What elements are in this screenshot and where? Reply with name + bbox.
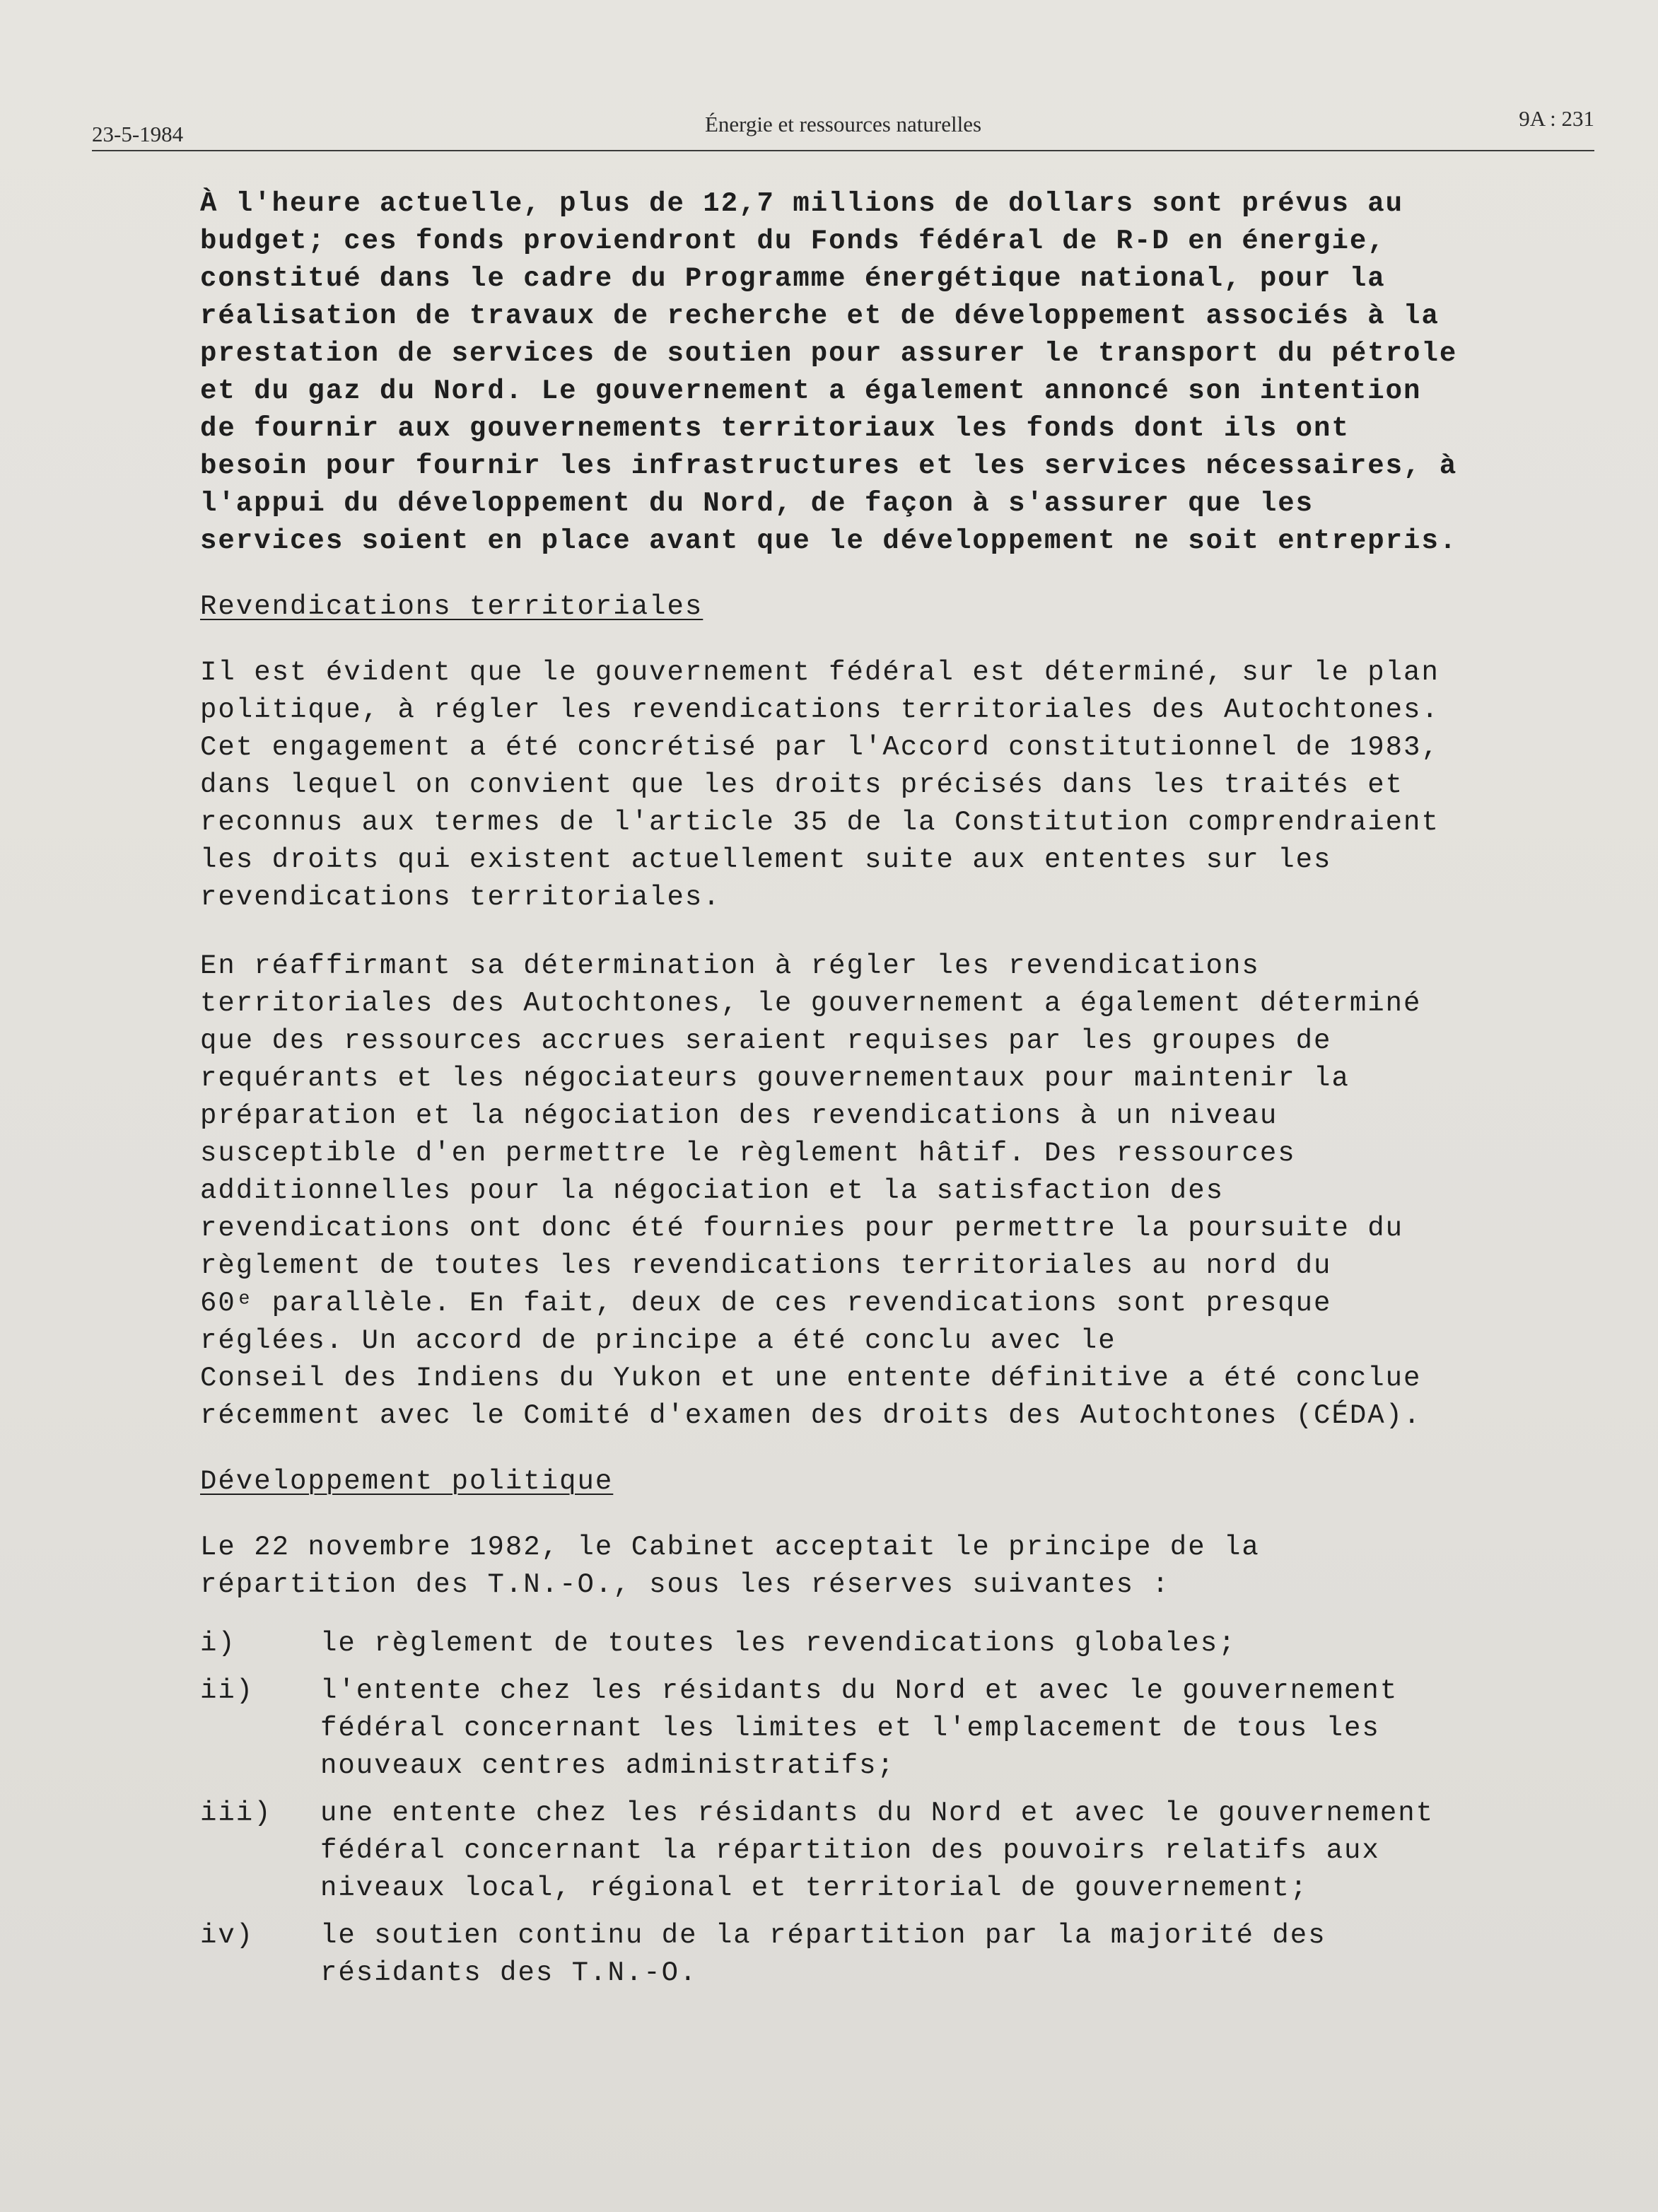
list-item-text: une entente chez les résidants du Nord et avec le gouvernement fédéral concernant la répartition des pouvoirs relatifs aux niveaux local, régional et territorial de gouvernement;	[320, 1798, 1435, 1904]
header-rule	[92, 150, 1594, 151]
conditions-list	[200, 1625, 1543, 1992]
heading-political-development: Développement politique	[200, 1466, 614, 1497]
paragraph-energy-funding: À l'heure actuelle, plus de 12,7 millions de dollars sont prévus au budget; ces fonds proviendront du Fonds fédéral de R-D en énergie, constitué dans le cadre du Programme énergétique national, pour la réalisation de travaux de recherche et de développement associés à la prestation de services de soutien pour assurer le transport du pétrole et du gaz du Nord. Le gouvernement a également annoncé son intention de fournir aux gouvernements territoriaux les fonds dont ils ont besoin pour fournir les infrastructures et les services nécessaires, à l'appui du développement du Nord, de façon à s'assurer que les services soient en place avant que le développement ne soit entrepris.	[200, 188, 1458, 557]
heading-land-claims: Revendications territoriales	[200, 591, 704, 622]
document-body	[200, 185, 1543, 2002]
list-item	[200, 1917, 1543, 1992]
list-item-number: ii)	[200, 1675, 255, 1706]
paragraph-cabinet-decision: Le 22 novembre 1982, le Cabinet acceptait le principe de la répartition des T.N.-O., sous les réserves suivantes :	[200, 1532, 1260, 1600]
paragraph-land-claims-commitment: Il est évident que le gouvernement fédéral est déterminé, sur le plan politique, à régler les revendications territoriales des Autochtones. Cet engagement a été concrétisé par l'Accord constitutionnel de 1983, dans lequel on convient que les droits précisés dans les traités et reconnus aux termes de l'article 35 de la Constitution comprendraient les droits qui existent actuellement suite aux ententes sur les revendications territoriales.	[200, 657, 1440, 913]
header-date: 23-5-1984	[92, 122, 184, 146]
list-item-number: i)	[200, 1628, 236, 1659]
list-item	[200, 1672, 1543, 1785]
page-header	[92, 106, 1594, 151]
list-item-number: iv)	[200, 1920, 255, 1951]
paragraph-land-claims-resources: En réaffirmant sa détermination à régler les revendications territoriales des Autochtones, le gouvernement a également déterminé que des ressources accrues seraient requises par les groupes de requérants et les négociateurs gouvernementaux pour maintenir la préparation et la négociation des revendications à un niveau susceptible d'en permettre le règlement hâtif. Des ressources additionnelles pour la négociation et la satisfaction des revendications ont donc été fournies pour permettre la poursuite du règlement de toutes les revendications territoriales au nord du 60ᵉ parallèle. En fait, deux de ces revendications sont presque réglées. Un accord de principe a été conclu avec le Conseil des Indiens du Yukon et une entente définitive a été conclue récemment avec le Comité d'examen des droits des Autochtones (CÉDA).	[200, 950, 1422, 1431]
list-item-number: iii)	[200, 1798, 272, 1829]
header-page-number: 9A : 231	[1519, 106, 1594, 131]
list-item	[200, 1625, 1543, 1663]
list-item-text: le règlement de toutes les revendications globales;	[320, 1628, 1237, 1659]
list-item-text: l'entente chez les résidants du Nord et avec le gouvernement fédéral concernant les limites et l'emplacement de tous les nouveaux centres administratifs;	[320, 1675, 1399, 1781]
header-title: Énergie et ressources naturelles	[704, 112, 982, 136]
list-item-text: le soutien continu de la répartition par la majorité des résidants des T.N.-O.	[320, 1920, 1326, 1989]
list-item	[200, 1795, 1543, 1907]
